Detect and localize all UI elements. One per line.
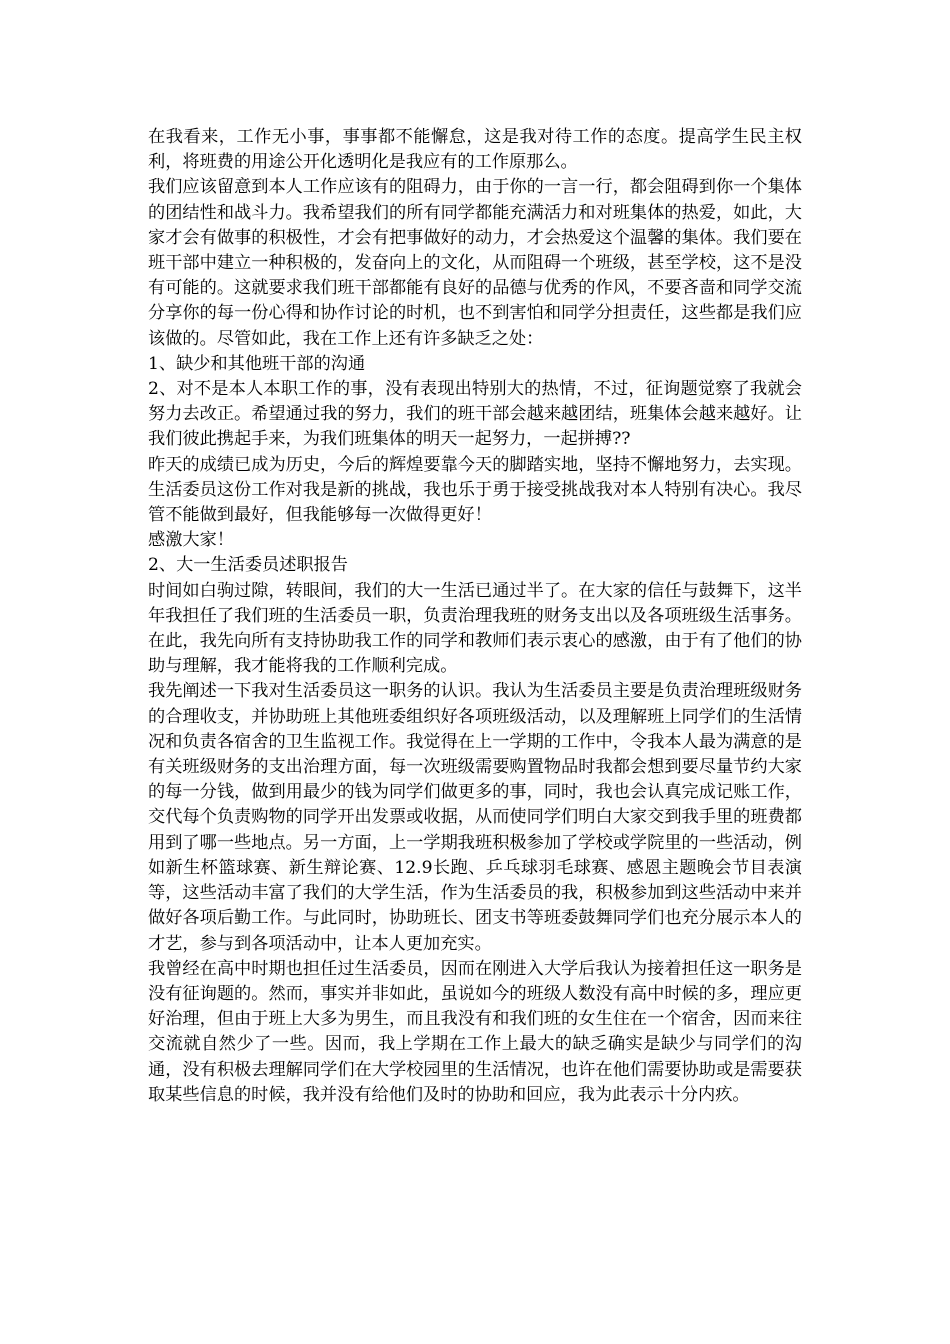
paragraph-2: 我们应该留意到本人工作应该有的阻碍力，由于你的一言一行，都会阻碍到你一个集体的团结性和战斗力。我希望我们的所有同学都能充满活力和对班集体的热爱，如此，大家才会有做事的积极性，才会有把事做好的动力，才会热爱这个温馨的集体。我们要在班干部中建立一种积极的，发奋向上的文化，从而阻碍一个班级，甚至学校，这不是没有可能的。这就要求我们班干部都能有良好的品德与优秀的作风，不要吝啬和同学交流分享你的每一份心得和协作讨论的时机，也不到害怕和同学分担责任，这些都是我们应该做的。尽管如此，我在工作上还有许多缺乏之处：	[148, 177, 802, 349]
paragraph-4: 时间如白驹过隙，转眼间，我们的大一生活已通过半了。在大家的信任与鼓舞下，这半年我担任了我们班的生活委员一职，负责治理我班的财务支出以及各项班级生活事务。在此，我先向所有支持协助我工作的同学和教师们表示衷心的感激，由于有了他们的协助与理解，我才能将我的工作顺利完成。	[148, 580, 802, 677]
paragraph-5: 我先阐述一下我对生活委员这一职务的认识。我认为生活委员主要是负责治理班级财务的合理收支，并协助班上其他班委组织好各项班级活动，以及理解班上同学们的生活情况和负责各宿舍的卫生监视工作。我觉得在上一学期的工作中，令我本人最为满意的是有关班级财务的支出治理方面，每一次班级需要购置物品时我都会想到要尽量节约大家的每一分钱，做到用最少的钱为同学们做更多的事，同时，我也会认真完成记账工作，交代每个负责购物的同学开出发票或收据，从而使同学们明白大家交到我手里的班费都用到了哪一些地点。另一方面，上一学期我班积极参加了学校或学院里的一些活动，例如新生杯篮球赛、新生辩论赛、12.9长跑、乒乓球羽毛球赛、感恩主题晚会节目表演等，这些活动丰富了我们的大学生活，作为生活委员的我，积极参加到这些活动中来并做好各项后勤工作。与此同时，协助班长、团支书等班委鼓舞同学们也充分展示本人的才艺，参与到各项活动中，让本人更加充实。	[148, 681, 802, 954]
paragraph-1: 在我看来，工作无小事，事事都不能懈怠，这是我对待工作的态度。提高学生民主权利，将班费的用途公开化透明化是我应有的工作原那么。	[148, 127, 802, 173]
paragraph-thanks: 感激大家！	[148, 530, 234, 551]
paragraph-3: 昨天的成绩已成为历史，今后的辉煌要靠今天的脚踏实地，坚持不懈地努力，去实现。生活委员这份工作对我是新的挑战，我也乐于勇于接受挑战我对本人特别有决心。我尽管不能做到最好，但我能够每一次做得更好！	[148, 454, 802, 526]
document-body	[148, 125, 802, 1108]
section-heading: 2、大一生活委员述职报告	[148, 555, 348, 576]
paragraph-6: 我曾经在高中时期也担任过生活委员，因而在刚进入大学后我认为接着担任这一职务是没有征询题的。然而，事实并非如此，虽说如今的班级人数没有高中时候的多，理应更好治理，但由于班上大多为男生，而且我没有和我们班的女生住在一个宿舍，因而来往交流就自然少了一些。因而，我上学期在工作上最大的缺乏确实是缺少与同学们的沟通，没有积极去理解同学们在大学校园里的生活情况，也许在他们需要协助或是需要获取某些信息的时候，我并没有给他们及时的协助和回应，我为此表示十分内疚。	[148, 958, 802, 1105]
list-item-2: 2、对不是本人本职工作的事，没有表现出特别大的热情，不过，征询题觉察了我就会努力去改正。希望通过我的努力，我们的班干部会越来越团结，班集体会越来越好。让我们彼此携起手来，为我们班集体的明天一起努力，一起拼搏??	[148, 379, 802, 450]
list-item-1: 1、缺少和其他班干部的沟通	[148, 353, 366, 374]
